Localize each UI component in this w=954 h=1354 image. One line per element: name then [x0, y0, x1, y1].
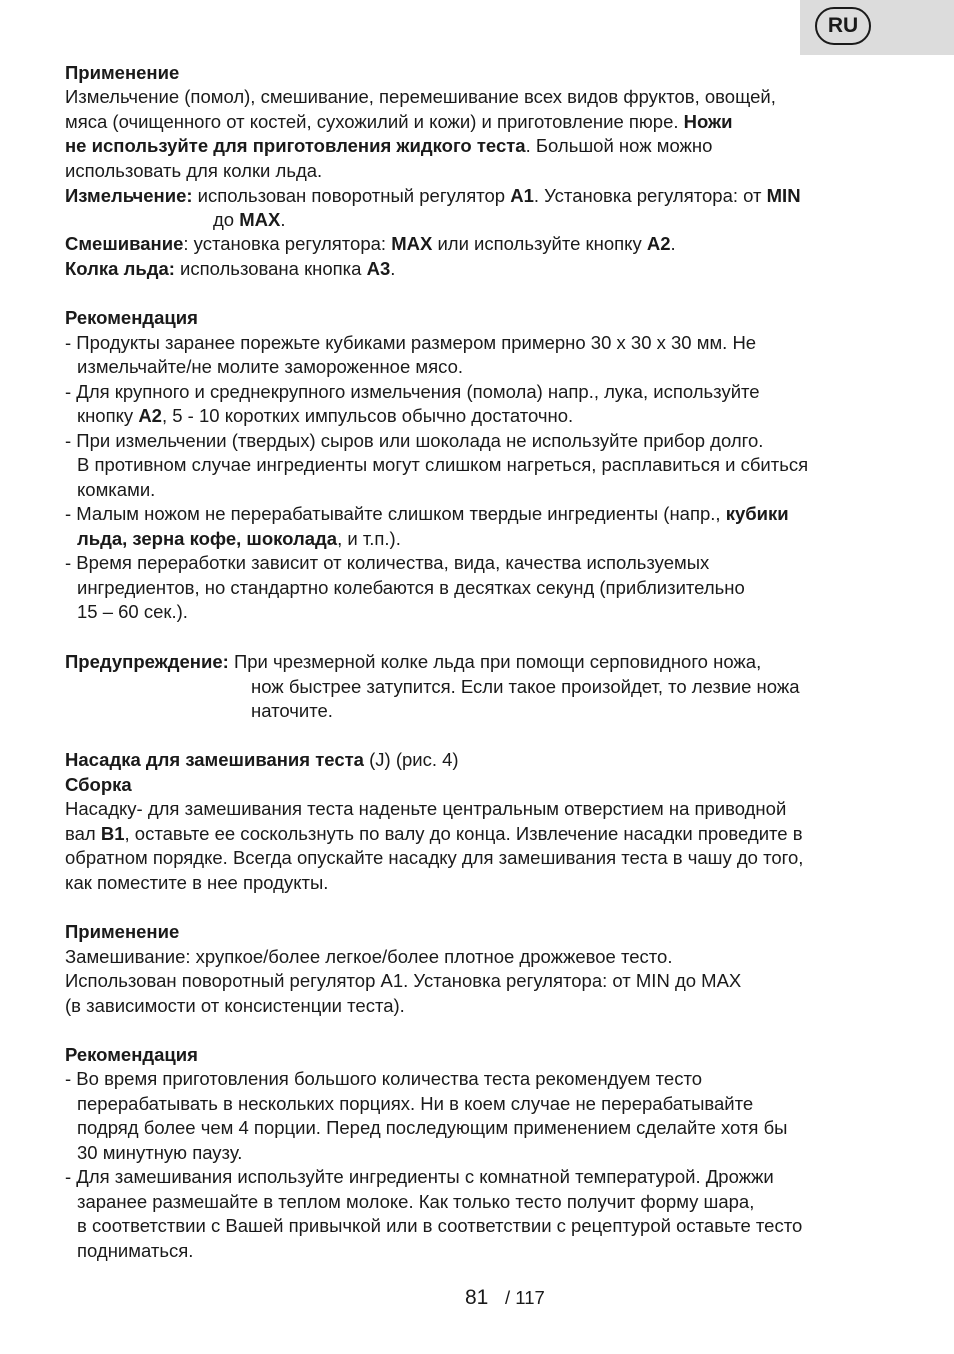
bold-text: Рекомендация — [65, 1044, 198, 1065]
text-line — [251, 700, 333, 722]
text-run: При чрезмерной колке льда при помощи серповидного ножа, — [228, 651, 762, 672]
text-line — [65, 185, 801, 207]
text-run: , 5 - 10 коротких импульсов обычно достаточно. — [161, 405, 574, 426]
text-line — [65, 332, 756, 354]
text-line — [65, 1166, 774, 1188]
text-line — [65, 798, 786, 820]
text-line — [77, 1240, 193, 1262]
text-line — [65, 651, 761, 673]
bold-text: кубики — [725, 503, 789, 524]
bold-text: Колка льда: — [65, 258, 175, 279]
page-total: / 117 — [505, 1287, 545, 1308]
text-line — [65, 970, 741, 992]
text-line — [77, 1117, 787, 1139]
text-line — [77, 1142, 242, 1164]
text-line — [65, 552, 709, 574]
text-run: обратном порядке. Всегда опускайте насадку для замешивания теста в чашу до того, — [65, 847, 804, 868]
text-line — [77, 577, 745, 599]
text-line — [65, 135, 712, 157]
bold-text: не используйте для приготовления жидкого теста — [65, 135, 526, 156]
text-run: кнопку — [77, 405, 139, 426]
text-run: , и т.п.). — [337, 528, 401, 549]
text-line — [65, 160, 322, 182]
text-line — [65, 233, 676, 255]
text-run: мяса (очищенного от костей, сухожилий и кожи) и приготовление пюре. — [65, 111, 684, 132]
text-run: подряд более чем 4 порции. Перед последующим применением сделайте хотя бы — [77, 1117, 788, 1138]
text-run: нож быстрее затупится. Если такое произойдет, то лезвие ножа — [251, 676, 800, 697]
text-line — [77, 479, 155, 501]
page-number: 81 — [465, 1286, 489, 1309]
text-run: : установка регулятора: — [183, 233, 392, 254]
text-run: . Установка регулятора: от — [533, 185, 767, 206]
bold-text: A2 — [646, 233, 671, 254]
text-run: - Во время приготовления большого количества теста рекомендуем тесто — [65, 1068, 703, 1089]
text-run: комками. — [77, 479, 156, 500]
text-line — [251, 676, 800, 698]
text-line — [65, 111, 733, 133]
text-run: ингредиентов, но стандартно колебаются в десятках секунд (приблизительно — [77, 577, 745, 598]
text-line — [65, 307, 198, 329]
text-run: Использован поворотный регулятор A1. Установка регулятора: от MIN до MAX — [65, 970, 742, 991]
text-run: , оставьте ее соскользнуть по валу до конца. Извлечение насадки проведите в — [124, 823, 803, 844]
text-line — [65, 1044, 198, 1066]
language-tab — [800, 0, 954, 55]
bold-text: Применение — [65, 62, 180, 83]
text-run: . — [390, 258, 396, 279]
text-run: до — [213, 209, 240, 230]
text-run: Насадку- для замешивания теста наденьте центральным отверстием на приводной — [65, 798, 787, 819]
text-run: или используйте кнопку — [432, 233, 647, 254]
text-run: - Для замешивания используйте ингредиенты с комнатной температурой. Дрожжи — [65, 1166, 774, 1187]
text-line — [65, 872, 328, 894]
text-line — [65, 823, 803, 845]
text-run: использован поворотный регулятор — [192, 185, 511, 206]
text-run: (J) (рис. 4) — [363, 749, 459, 770]
text-run: - Для крупного и среднекрупного измельчения (помола) напр., лука, используйте — [65, 381, 760, 402]
text-line — [77, 356, 463, 378]
text-run: как поместите в нее продукты. — [65, 872, 329, 893]
text-run: подниматься. — [77, 1240, 194, 1261]
bold-text: A1 — [510, 185, 534, 206]
text-line — [65, 1068, 702, 1090]
text-line — [77, 1093, 753, 1115]
bold-text: A3 — [366, 258, 391, 279]
bold-text: B1 — [100, 823, 125, 844]
bold-text: MIN — [766, 185, 801, 206]
text-line — [213, 209, 286, 231]
text-line — [65, 503, 789, 525]
text-run: - Время переработки зависит от количества, вида, качества используемых — [65, 552, 710, 573]
bold-text: Смешивание — [65, 233, 184, 254]
text-run: В противном случае ингредиенты могут слишком нагреться, расплавиться и сбиться — [77, 454, 809, 475]
text-line — [65, 62, 179, 84]
language-badge: RU — [815, 7, 871, 45]
bold-text: MAX — [239, 209, 281, 230]
text-run: использовать для колки льда. — [65, 160, 323, 181]
text-line — [77, 528, 401, 550]
bold-text: Сборка — [65, 774, 132, 795]
bold-text: Применение — [65, 921, 180, 942]
text-run: - Продукты заранее порежьте кубиками размером примерно 30 x 30 x 30 мм. Не — [65, 332, 757, 353]
bold-text: Насадка для замешивания теста — [65, 749, 364, 770]
bold-text: Предупреждение: — [65, 651, 229, 672]
text-run: Измельчение (помол), смешивание, перемешивание всех видов фруктов, овощей, — [65, 86, 776, 107]
text-run: наточите. — [251, 700, 333, 721]
text-run: (в зависимости от консистенции теста). — [65, 995, 405, 1016]
text-line — [65, 86, 776, 108]
text-line — [65, 381, 760, 403]
text-line — [77, 454, 808, 476]
text-line — [77, 1191, 754, 1213]
bold-text: льда, зерна кофе, шоколада — [77, 528, 338, 549]
text-line — [65, 921, 179, 943]
text-line — [65, 258, 395, 280]
text-run: . — [280, 209, 286, 230]
text-line — [77, 405, 573, 427]
bold-text: A2 — [138, 405, 162, 426]
bold-text: MAX — [391, 233, 433, 254]
text-line — [65, 946, 672, 968]
text-run: заранее размешайте в теплом молоке. Как только тесто получит форму шара, — [77, 1191, 755, 1212]
text-run: Замешивание: хрупкое/более легкое/более плотное дрожжевое тесто. — [65, 946, 673, 967]
text-line — [65, 749, 459, 771]
text-run: измельчайте/не молите замороженное мясо. — [77, 356, 464, 377]
text-line — [77, 1215, 802, 1237]
text-run: 30 минутную паузу. — [77, 1142, 243, 1163]
text-line — [65, 995, 405, 1017]
bold-text: Рекомендация — [65, 307, 198, 328]
text-line — [77, 601, 188, 623]
text-run: в соответствии с Вашей привычкой или в соответствии с рецептурой оставьте тесто — [77, 1215, 803, 1236]
text-run: перерабатывать в нескольких порциях. Ни в коем случае не перерабатывайте — [77, 1093, 754, 1114]
text-run: . Большой нож можно — [525, 135, 713, 156]
text-run: 15 – 60 сек.). — [77, 601, 188, 622]
text-line — [65, 430, 763, 452]
text-run: - Малым ножом не перерабатывайте слишком твердые ингредиенты (напр., — [65, 503, 726, 524]
text-run: . — [670, 233, 676, 254]
bold-text: Ножи — [683, 111, 733, 132]
text-line — [65, 847, 803, 869]
text-run: использована кнопка — [174, 258, 367, 279]
bold-text: Измельчение: — [65, 185, 193, 206]
text-run: вал — [65, 823, 101, 844]
text-line — [65, 774, 132, 796]
text-run: - При измельчении (твердых) сыров или шоколада не используйте прибор долго. — [65, 430, 764, 451]
